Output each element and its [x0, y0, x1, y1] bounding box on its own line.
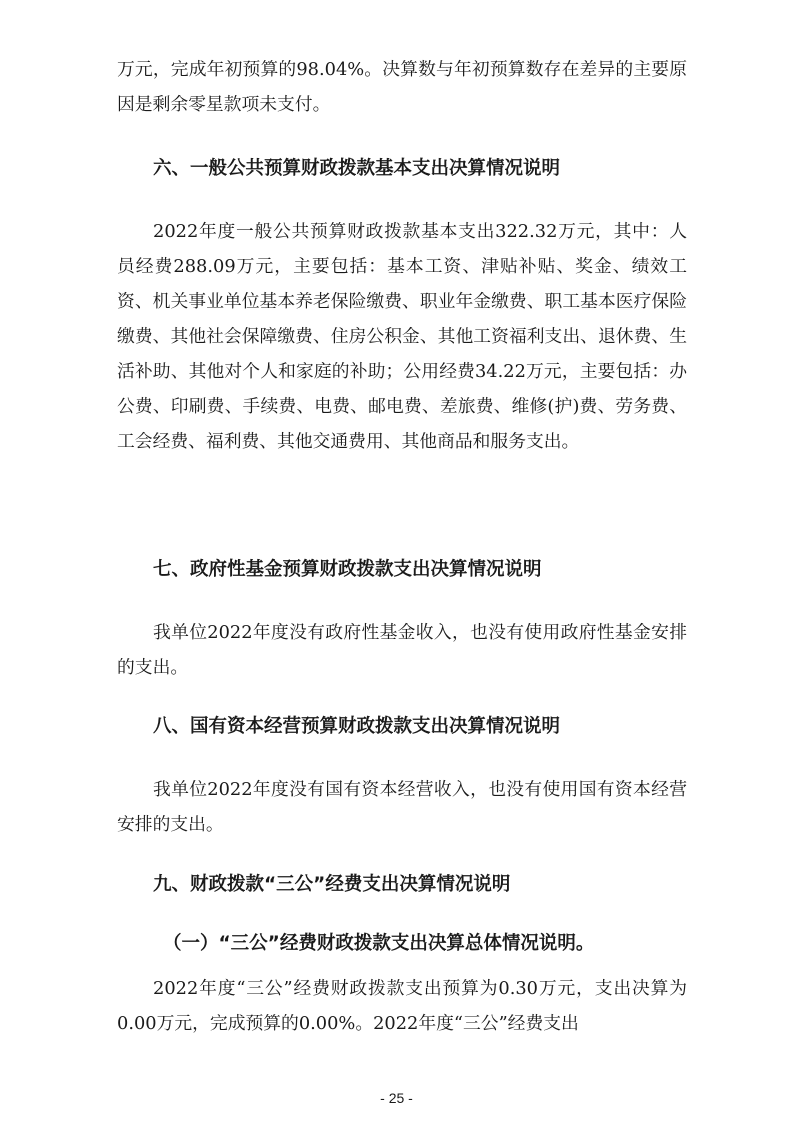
paragraph-basic-expenditure: [117, 214, 687, 459]
paragraph-government-fund: [117, 615, 687, 685]
section-heading-6: 六、一般公共预算财政拨款基本支出决算情况说明: [153, 158, 561, 179]
page-number: - 25 -: [380, 1090, 413, 1106]
paragraph-text: 2022年度“三公”经费财政拨款支出预算为0.30万元，支出决算为0.00万元，完成预算的0.00%。2022年度“三公”经费支出: [117, 978, 687, 1034]
paragraph-text: 万元，完成年初预算的98.04%。决算数与年初预算数存在差异的主要原因是剩余零星款项未支付。: [117, 59, 687, 115]
section-heading-9: 九、财政拨款“三公”经费支出决算情况说明: [153, 874, 511, 895]
paragraph-text: 我单位2022年度没有政府性基金收入，也没有使用政府性基金安排的支出。: [117, 622, 687, 678]
paragraph-budget-completion: [117, 52, 687, 122]
paragraph-text: 我单位2022年度没有国有资本经营收入，也没有使用国有资本经营安排的支出。: [117, 779, 687, 835]
paragraph-state-capital: [117, 772, 687, 842]
subsection-heading-9-1: （一）“三公”经费财政拨款支出决算总体情况说明。: [163, 933, 595, 954]
paragraph-text: 2022年度一般公共预算财政拨款基本支出322.32万元，其中：人员经费288.09万元，主要包括：基本工资、津贴补贴、奖金、绩效工资、机关事业单位基本养老保险缴费、职业年金缴费、职工基本医疗保险缴费、其他社会保障缴费、住房公积金、其他工资福利支出、退休费、生活补助、其他对个人和家庭的补助；公用经费34.22万元，主要包括：办公费、印刷费、手续费、电费、邮电费、差旅费、维修(护)费、劳务费、工会经费、福利费、其他交通费用、其他商品和服务支出。: [117, 221, 687, 452]
paragraph-three-public-expenses: [117, 971, 687, 1041]
section-heading-8: 八、国有资本经营预算财政拨款支出决算情况说明: [153, 716, 561, 737]
section-heading-7: 七、政府性基金预算财政拨款支出决算情况说明: [153, 559, 542, 580]
